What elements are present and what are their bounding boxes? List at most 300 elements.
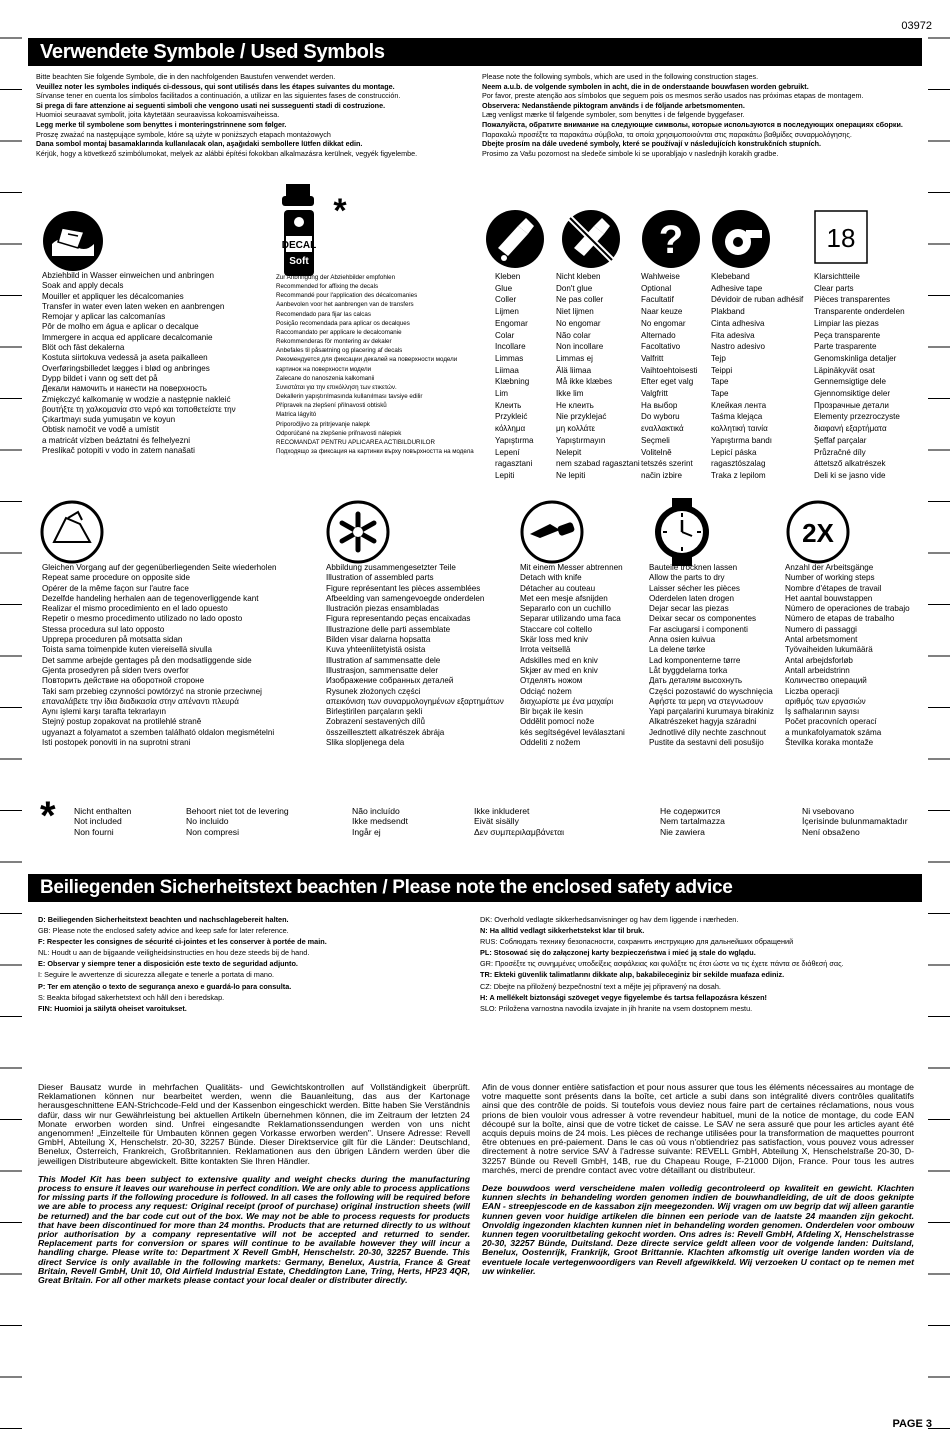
text-line: SLO: Priložena varnostna navodila izvajate in jih hranite na vsem dostopnem mestu. <box>480 1003 753 1013</box>
text-line: Nie przyklejać <box>556 412 607 422</box>
text-line: Si prega di fare attenzione ai seguenti simboli che vengono usati nei susseguenti stadi di costruzione. <box>36 100 386 110</box>
intro-right <box>482 72 922 158</box>
text-line: Antal arbejdsforløb <box>785 655 853 665</box>
text-line: a munkafolyamatok száma <box>785 727 882 737</box>
text-line: Elementy przezroczyste <box>814 412 900 422</box>
text-line: Zmiękczyć kalkomanię w wodzie a następnie nakleić <box>42 394 231 404</box>
text-line: Ne lepiti <box>556 470 586 480</box>
text-line: Obtisk namočit ve vodě a umístit <box>42 425 159 435</box>
text-line: Dana sombol montaj basamaklarında kullanılacak olan, aşağıdaki sembollere lütfen dikkat edin. <box>36 139 363 149</box>
not-included-col-1 <box>74 806 131 837</box>
text-line: Neem a.u.b. de volgende symbolen in acht, die in de onderstaande bouwfasen worden gebruikt. <box>482 81 809 91</box>
text-line: Oddeliti z nožem <box>520 738 581 748</box>
text-line: Yapıştırmayın <box>556 435 606 445</box>
text-line: nem szabad ragasztani <box>556 459 640 469</box>
no-glue-text <box>556 271 640 482</box>
text-line: Adskilles med en kniv <box>520 655 598 665</box>
text-line: Lepení <box>495 447 520 457</box>
text-line: Klarsichtteile <box>814 272 860 281</box>
text-line: Αφήστε τα μερη να στεγνωσουν <box>649 696 763 706</box>
text-line: Recommandé pour l'application des décalcomanies <box>276 292 418 300</box>
knife-text <box>520 563 648 748</box>
text-line: Efter eget valg <box>641 377 694 387</box>
text-line: κολλητική ταινία <box>711 424 768 434</box>
not-included-col-2 <box>186 806 289 837</box>
text-line: Klæbning <box>495 377 530 387</box>
text-line: Läpinäkyvät osat <box>814 365 875 375</box>
text-line: Peça transparente <box>814 330 881 340</box>
text-line: Non incollare <box>556 342 604 352</box>
text-line: Прозрачные детали <box>814 400 889 410</box>
text-line: Изображение собранных деталей <box>326 676 454 686</box>
text-line: Antal arbetsmoment <box>785 635 858 645</box>
text-line: κόλλημα <box>495 424 526 434</box>
text-line: Nicht kleben <box>556 272 601 281</box>
text-line: Détacher au couteau <box>520 583 596 593</box>
text-line: Traka z lepilom <box>711 470 766 480</box>
svg-text:Soft: Soft <box>289 256 309 267</box>
text-line: Parte trasparente <box>814 342 877 352</box>
text-line: Tape <box>711 377 729 387</box>
text-line: Låt byggdelarna torka <box>649 665 728 675</box>
text-line: Cinta adhesiva <box>711 318 765 328</box>
text-line: Number of working steps <box>785 573 875 583</box>
text-line: Recommended for affixing the decals <box>276 283 379 291</box>
glue-text <box>495 271 557 482</box>
text-line: Stessa procedura sul lato opposto <box>42 624 165 634</box>
text-line: Abziehbild in Wasser einweichen und anbringen <box>42 271 215 280</box>
text-line: διαφανή εξαρτήματα <box>814 424 887 434</box>
text-line: ragasztószalag <box>711 459 766 469</box>
text-line: Illustration of assembled parts <box>326 573 434 583</box>
text-line: Seçmeli <box>641 435 670 445</box>
text-line: Şeffaf parçalar <box>814 435 867 445</box>
text-line: Nie zawiera <box>660 826 705 837</box>
text-line: Tejp <box>711 353 726 363</box>
text-line: Må ikke klæbes <box>556 377 613 387</box>
text-line: Sírvanse tener en cuenta los símbolos facilitados a continuación, a utilizar en las siguientes fases de construcción. <box>36 91 401 101</box>
safety-banner: Beiliegenden Sicherheitstext beachten / Please note the enclosed safety advice <box>28 874 922 902</box>
assembled-icon <box>326 500 390 564</box>
text-line: Gjennomsiktige deler <box>814 389 891 399</box>
safety-left <box>38 914 478 1014</box>
text-line: Zur Anbringung der Abziehbilder empfohlen <box>276 274 396 281</box>
warranty-fr: Afin de vous donner entière satisfaction et pour nous assurer que tous les éléments nécessaires au montage de votre maquette sont présents dans la boîte, cet article a subi dans son intégralité divers contrôles qualitatifs ainsi que des contrôle de poids. Si toutefois vous deviez nous faire part de certaines réclamations, nous vous prions de bien vouloir vous adresser à votre revendeur habituel, muni de la notice de montage, du code EAN découpé sur la boîte, ainsi que de votre ticket de caisse. Le SAV ne sera assuré que pour les articles ayant été acquis depuis moins de 24 mois. Les pièces de rechange utilisées pour la transformation de maquettes pourront être obtenues en pré-paiement. Dans le cas où vous n'obtiendriez pas satisfaction, vous pouvez vous adresser directement à notre service SAV à l'adresse suivante: REVELL GmbH, Abteilung X, Henschelstraße 20-30, D-32257 Bünde ou Revell GmbH, 14B, rue du Chapeau Rouge, F-21000 Dijon, France. Pour tous les autres marchés, merci de prendre contact avec votre détaillant ou distributeur. <box>482 1082 914 1175</box>
optional-text <box>641 271 711 482</box>
text-line: επαναλάβετε την ίδια διαδικασία στην απέναντι πλευρά <box>42 696 239 706</box>
not-included-col-3 <box>352 806 408 837</box>
text-line: Limpiar las piezas <box>814 318 879 328</box>
text-line: Skjær av med en kniv <box>520 665 598 675</box>
text-line: Optional <box>641 283 672 293</box>
text-line: No incluido <box>186 816 229 827</box>
text-line: Eivät sisälly <box>474 816 519 827</box>
text-line: Älä liimaa <box>556 365 592 375</box>
dry-text <box>649 563 785 748</box>
text-line: Nelepit <box>556 447 582 457</box>
text-line: Δεν συμπεριλαμβάνεται <box>474 826 565 837</box>
text-line: No engomar <box>556 318 601 328</box>
text-line: Taki sam przebieg czynności powtórzyć na stronie przeciwnej <box>42 686 262 696</box>
decal-soft-icon <box>280 184 356 280</box>
text-line: Odciąć nożem <box>520 686 572 696</box>
text-line: Przykleić <box>495 412 528 422</box>
not-included-col-5 <box>660 806 725 837</box>
text-line: Repeat same procedure on opposite side <box>42 573 191 583</box>
text-line: Lad komponenterne tørre <box>649 655 741 665</box>
text-line: Remojar y aplicar las calcomanías <box>42 312 166 322</box>
text-line: Abbildung zusammengesetzter Teile <box>326 563 456 572</box>
text-line: Dypp bildet i vann og sett det på <box>42 373 158 383</box>
text-line: Deli ki se jasno vide <box>814 470 886 480</box>
text-line: No engomar <box>641 318 686 328</box>
text-line: Aynı işlemi karşı tarafta tekrarlayın <box>42 707 166 717</box>
text-line: Valgfritt <box>641 389 668 399</box>
text-line: ragasztani <box>495 459 533 469</box>
text-line: RECOMANDAT PENTRU APLICAREA ACTIBILDURILOR <box>276 438 435 446</box>
text-line: Kuva yhteenliitetyistä osista <box>326 645 426 655</box>
text-line: Fita adesiva <box>711 330 755 340</box>
text-line: Liimaa <box>495 365 519 375</box>
text-line: Mouiller et appliquer les décalcomanies <box>42 291 184 301</box>
decal-soft-text <box>276 273 486 456</box>
text-line: Přípravek na zlepšení přilnavosti obtisků <box>276 402 387 410</box>
text-line: Behoort niet tot de levering <box>186 806 289 816</box>
text-line: Повторить действие на оборотной стороне <box>42 676 205 686</box>
text-line: Veuillez noter les symboles indiqués ci-dessous, qui sont utilisés dans les étapes suivantes du montage. <box>36 81 395 91</box>
text-line: Gjenta prosedyren på siden tvers overfor <box>42 665 189 675</box>
text-line: tetszés szerint <box>641 459 693 469</box>
svg-text:?: ? <box>658 218 684 262</box>
repeat-text <box>42 563 324 748</box>
text-line: a matricát vízben beáztatni és felhelyezni <box>42 435 191 445</box>
text-line: Pôr de molho em água e aplicar o decalque <box>42 322 199 332</box>
text-line: Naar keuze <box>641 307 683 317</box>
text-line: GR: Προσέξτε τις συνημμένες υποδείξεις ασφάλειας και φυλάξτε τις έτσι ώστε να τις έχετε πάντα σε διάθεσή σας. <box>480 959 844 969</box>
text-line: Dejar secar las piezas <box>649 604 729 614</box>
text-line: Nicht enthalten <box>74 806 132 816</box>
document-number: 03972 <box>901 20 932 32</box>
not-included-col-6 <box>802 806 908 837</box>
text-line: Številka koraka montaže <box>785 738 874 748</box>
text-line: Taśma klejąca <box>711 412 763 422</box>
text-line: Bauteile trocknen lassen <box>649 563 738 572</box>
text-line: Figura representando peças encaixadas <box>326 614 471 624</box>
text-line: Teippi <box>711 365 733 375</box>
text-line: ugyanazt a folyamatot a szemben található oldalon megismételni <box>42 727 275 737</box>
text-line: Počet pracovních operací <box>785 717 877 727</box>
text-line: način izbire <box>641 470 682 480</box>
text-line: εναλλακτικά <box>641 424 684 434</box>
text-line: RUS: Соблюдать технику безопасности, сохранить инструкцию для дальнейших обращений <box>480 937 794 947</box>
text-line: Por favor, preste atenção aos símbolos que seguem pois os mesmos serão usados nas próximas etapas de montagem. <box>482 91 864 101</box>
text-line: Odporúčané na zlepšenie priľnavosti nálepiek <box>276 429 402 437</box>
text-line: Ni vsebovano <box>802 806 855 816</box>
text-line: Huomioi seuraavat symbolit, joita käytetään seuraavissa kokoamisvaiheissa. <box>36 110 280 120</box>
text-line: Nem tartalmazza <box>660 816 725 827</box>
text-line: Zalecane do nanoszenia kalkomanii <box>276 374 375 382</box>
text-line: Nastro adesivo <box>711 342 765 352</box>
text-line: Realizar el mismo procedimiento en el lado opuesto <box>42 604 228 614</box>
text-line: összeillesztett alkatrészek ábrája <box>326 727 445 737</box>
text-line: Matrica lágyító <box>276 411 317 419</box>
text-line: Bir bıçak ile kesin <box>520 707 583 717</box>
text-line: Pustite da sestavni deli posušijo <box>649 738 764 748</box>
text-line: İçerisinde bulunmamaktadır <box>802 816 908 827</box>
text-line: N: Ha alltid vedlagt sikkerhetstekst klar til bruk. <box>480 926 645 936</box>
text-line: F: Respecter les consignes de sécurité ci-jointes et les conserver à portée de main. <box>38 937 327 947</box>
text-line: Συνιστάται για την επικόλληση των ετικετών. <box>276 383 397 391</box>
text-line: Клейкая лента <box>711 400 767 410</box>
clear-parts-icon <box>814 210 868 264</box>
text-line: Kleben <box>495 272 521 281</box>
text-line: Części pozostawić do wyschnięcia <box>649 686 773 696</box>
text-line: Isti postopek ponoviti in na suprotni strani <box>42 738 191 748</box>
text-line: Prosimo za Vašu pozornost na sledeče simbole ki se uporabljajo v naslednjih korakih gradbe. <box>482 148 779 158</box>
text-line: Glue <box>495 283 513 293</box>
text-line: Separarlo con un cuchillo <box>520 604 611 614</box>
text-line: αριθμός των εργασιών <box>785 696 866 706</box>
text-line: Opérer de la même façon sur l'autre face <box>42 583 189 593</box>
text-line: Proszę zważać na następujące symbole, które są użyte w poniższych etapach montażowych <box>36 129 331 139</box>
text-line: Overføringsbilledet lægges i blød og anbringes <box>42 363 210 373</box>
glue-icon <box>484 208 546 270</box>
text-line: Limmas ej <box>556 353 593 363</box>
text-line: PL: Stosować się do załączonej karty bezpieczeństwa i mieć ją stale do wglądu. <box>480 948 756 958</box>
text-line: Yapi parçalarini kurumaya birakiniz <box>649 707 774 717</box>
warranty-de: Dieser Bausatz wurde in mehrfachen Qualitäts- und Gewichtskontrollen auf Vollständigkeit überprüft. Reklamationen können nur bearbeitet werden, wenn die Bauanleitung, das aus der Kartonage herausgeschnittene EAN-Strichcode-Feld und der Kassenbon eingeschickt werden. Bitte haben Sie Verständnis dafür, dass wir nur Gewährleistung bei aktuellen Artikeln übernehmen können, die im Zeitraum der letzten 24 Monate erworben worden sind. Unfrei eingesandte Reklamationssendungen werden von uns nicht angenommen! „Einzelteile für Umbauten können gegen Vorkasse erworben werden". Unsere Adresse: Revell GmbH, Abteilung X, Henschelstr. 20-30, 32257 Bünde. Dieser Direktservice gilt für die Länder: Deutschland, Benelux, Österreich, Frankreich, Großbritannien. Reklamationen aus den übrigen Ländern werden über die jeweiligen Distributeure abgewickelt. Bitte kontakten Sie Ihren Händler. <box>38 1082 470 1166</box>
text-line: Toista sama toimenpide kuten viereisellä sivulla <box>42 645 213 655</box>
text-line: Allow the parts to dry <box>649 573 725 583</box>
text-line: Lijmen <box>495 307 519 317</box>
text-line: Jednotlivé díly nechte zaschnout <box>649 727 766 737</box>
text-line: Número de etapas de trabalho <box>785 614 895 624</box>
text-line: Genomskinliga detaljer <box>814 353 897 363</box>
text-line: Please note the following symbols, which are used in the following construction stages. <box>482 72 759 81</box>
text-line: Aanbevolen voor het aanbrengen van de transfers <box>276 301 414 309</box>
text-line: FIN: Huomioi ja säilytä oheiset varoitukset. <box>38 1003 187 1013</box>
count-text <box>785 563 925 748</box>
text-line: İş safhalarının sayısı <box>785 707 860 717</box>
text-line: Niet lijmen <box>556 307 594 317</box>
text-line: Подходящо за фиксация на картинки върху повърхността на модела <box>276 447 474 455</box>
text-line: Liczba operacji <box>785 686 839 696</box>
text-line: Kostuta siirtokuva vedessä ja aseta paikalleen <box>42 353 208 363</box>
text-line: Bitte beachten Sie folgende Symbole, die in den nachfolgenden Baustufen verwendet werden. <box>36 72 336 81</box>
text-line: Mit einem Messer abtrennen <box>520 563 623 572</box>
text-line: Non fourni <box>74 826 114 837</box>
text-line: I: Seguire le avvertenze di sicurezza allegate e tenerle a portata di mano. <box>38 970 275 980</box>
text-line: Engomar <box>495 318 528 328</box>
text-line: Transparente onderdelen <box>814 307 905 317</box>
text-line: áttetsző alkatrészek <box>814 459 886 469</box>
warranty-right <box>482 1083 914 1285</box>
text-line: Anna osien kuivua <box>649 635 716 645</box>
text-line: Не клеить <box>556 400 594 410</box>
text-line: Декали намочить и нанести на поверхность <box>42 384 207 394</box>
intro-left <box>36 72 476 158</box>
text-line: Afbeelding van samengevoegde onderdelen <box>326 593 485 603</box>
text-line: Blöt och fäst dekalerna <box>42 343 125 353</box>
text-line: Lepiti <box>495 470 515 480</box>
text-line: Dévidoir de ruban adhésif <box>711 295 804 305</box>
text-line: Рекомендуется для фиксации декалей на поверхности модели <box>276 356 458 364</box>
text-line: Дать деталям высохнуть <box>649 676 743 686</box>
svg-text:*: * <box>333 192 347 230</box>
text-line: Repetir o mesmo procedimento utilizado no lado oposto <box>42 614 243 624</box>
text-line: Työvaiheiden lukumäärä <box>785 645 873 655</box>
text-line: Dezelfde handeling herhalen aan de tegenoverliggende kant <box>42 593 259 603</box>
text-line: Pièces transparentes <box>814 295 891 305</box>
text-line: Пожалуйста, обратите внимание на следующие символы, которые используются в последующих операциях сборки. <box>482 119 903 129</box>
text-line: Yapıştırma bandı <box>711 435 773 445</box>
text-line: Not included <box>74 816 122 827</box>
text-line: Ikke inkluderet <box>474 806 530 816</box>
text-line: Det samme arbejde gentages på den modsatliggende side <box>42 655 252 665</box>
text-line: DK: Overhold vedlagte sikkerhedsanvisninger og hav dem liggende i nærheden. <box>480 915 739 924</box>
assembled-text <box>326 563 518 748</box>
text-line: Zobrazení sestavených dílů <box>326 717 425 727</box>
text-line: Far asciugarsi i componenti <box>649 624 748 634</box>
text-line: Количество операций <box>785 676 867 686</box>
text-line: Do wyboru <box>641 412 680 422</box>
text-line: μη κολλάτε <box>556 424 596 434</box>
text-line: Soak and apply decals <box>42 281 124 291</box>
safety-right <box>480 914 924 1014</box>
text-line: Priporočljivo za pritrjevanje nalepk <box>276 420 370 428</box>
text-line: Não colar <box>556 330 591 340</box>
warranty-left <box>38 1083 470 1294</box>
text-line: Immergere in acqua ed applicare decalcomanie <box>42 332 213 342</box>
text-line: Non compresi <box>186 826 240 837</box>
text-line: GB: Please note the enclosed safety advice and keep safe for later reference. <box>38 926 289 936</box>
text-line: Volitelně <box>641 447 672 457</box>
text-line: Illustrasjon, sammensatte deler <box>326 665 439 675</box>
text-line: Número de operaciones de trabajo <box>785 604 910 614</box>
text-line: Birleştirilen parçaların şekli <box>326 707 423 717</box>
tape-text <box>711 271 811 482</box>
text-line: Irrota veitsellä <box>520 645 571 655</box>
text-line: E: Observar y siempre tener a disposición este texto de seguridad adjunto. <box>38 959 298 969</box>
no-glue-icon <box>560 208 622 270</box>
text-line: Wahlweise <box>641 272 680 281</box>
page-number: PAGE 3 <box>892 1418 932 1430</box>
text-line: Yapıştırma <box>495 435 534 445</box>
text-line: Ilustración piezas ensambladas <box>326 604 439 614</box>
text-line: Coller <box>495 295 517 305</box>
text-line: Het aantal bouwstappen <box>785 593 873 603</box>
text-line: Ne pas coller <box>556 295 604 305</box>
text-line: Limmas <box>495 353 524 363</box>
text-line: Oderdelen laten drogen <box>649 593 735 603</box>
text-line: Çıkartmayı suda yumuşatın ve koyun <box>42 415 176 425</box>
text-line: Ikke medsendt <box>352 816 408 827</box>
text-line: Antall arbeidstrinn <box>785 665 850 675</box>
text-line: Facoltativo <box>641 342 681 352</box>
text-line: Παρακαλώ προσέξτε τα παρακάτω σύμβολα, τα οποία χρησιμοποιούνται στις παρακάτω βαθμίδες συναρμολόγησης. <box>482 129 852 139</box>
text-line: απεικόνιση των συναρμολογημένων εξαρτημάτων <box>326 696 504 706</box>
text-line: Dbejte prosím na dále uvedené symboly, které se používají v následujících konstrukčních stupních. <box>482 139 821 149</box>
text-line: H: A mellékelt biztonsági szöveget vegye figyelembe és tartsa fellapozásra készen! <box>480 992 767 1002</box>
warranty-en: This Model Kit has been subject to extensive quality and weight checks during the manufacturing process to ensure it leaves our warehouse in perfect condition. We are only able to process applications for missing parts if the following procedure is followed. In all cases the following will be required before we are able to process any request: Original receipt (proof of purchase) original instruction sheets (will be returned) and the bar code cut out of the box. We may not be able to process requests for products that have been discontinued for more than 24 months. Products that are returned directly to us without prior authorisation by a company representative will not be accepted and returned to sender. Replacement parts for conversion or spares will continue to be available however they will incur a handling charge. Please write to: Department X Revell GmbH, Henschelstr. 20-30, 32257 Buende. This direct Service is only available in the following markets: Germany, Benelux, Austria, France & Great Britain, Revell GmbH, Unit 10, Old Airfield Industrial Estate, Cheddington Lane, Tring, Herts, HP23 4QR, Great Britain. For all other markets please contact your local dealer or distributer directly. <box>38 1173 470 1286</box>
text-line: βουτήξτε τη χαλκομανία στο νερό και τοποθετείστε την <box>42 404 236 414</box>
decal-soft-label: DECAL <box>281 240 317 251</box>
text-line: На выбор <box>641 400 678 410</box>
text-line: Není obsaženo <box>802 826 860 837</box>
svg-text:18: 18 <box>826 223 856 253</box>
text-line: Oddělit pomocí nože <box>520 717 595 727</box>
text-line: Tape <box>711 389 729 399</box>
text-line: Gennemsigtige dele <box>814 377 886 387</box>
text-line: Klebeband <box>711 272 750 281</box>
clock-icon <box>648 498 716 566</box>
knife-icon <box>520 500 584 564</box>
text-line: Preslikač potopiti v vodo in zatem nanašati <box>42 446 195 456</box>
text-line: CZ: Dbejte na přiložený bezpečnostní text a mějte jej připravený na dosah. <box>480 981 721 991</box>
text-line: Illustration af sammensatte dele <box>326 655 441 665</box>
text-line: D: Beiliegenden Sicherheitstext beachten und nachschlagebereit halten. <box>38 915 289 924</box>
text-line: Legg merke til symbolene som benyttes i monteringstrinnene som følger. <box>36 119 287 129</box>
text-line: Nombre d'étapes de travail <box>785 583 882 593</box>
text-line: Læg venligst mærke til følgende symboler, som benyttes i de følgende byggefaser. <box>482 110 745 120</box>
repeat-icon <box>40 500 104 564</box>
text-line: Detach with knife <box>520 573 582 583</box>
text-line: La delene tørke <box>649 645 706 655</box>
text-line: Valfritt <box>641 353 664 363</box>
text-line: Alternado <box>641 330 676 340</box>
text-line: Rekommenderas för montering av dekaler <box>276 338 392 346</box>
text-line: Průzračné díly <box>814 447 866 457</box>
text-line: Anzahl der Arbeitsgänge <box>785 563 874 572</box>
symbols-banner: Verwendete Symbole / Used Symbols <box>28 38 922 66</box>
text-line: Plakband <box>711 307 745 317</box>
text-line: Don't glue <box>556 283 593 293</box>
warranty-nl: Deze bouwdoos werd verscheidene malen volledig gecontroleerd op kwaliteit en gewicht. Klachten kunnen slechts in behandeling worden genomen indien de bouwhandleiding, de uit de doos geknipte EAN - streepjescode en de kassabon zijn meegezonden. Wij vragen om uw begrip dat wij alleen garantie kunnen geven voor huidige artikelen die binnen een periode van de laatste 24 maanden zijn gekocht. Onvoldig ingezonden klachten kunnen niet in behandeling worden genomen. Onderdelen voor ombouw kunnen tegen vooruitbetaling gekocht worden. Ons adres is: Revell GmbH, Afdeling X, Henschelstrasse 20-30, 32257 Bünde, Duitsland. Deze directe service geldt alleen voor de volgende landen: Duitsland, Benelux, Oostenrijk, Frankrijk, Groot Brittannie. Klachten afkomstig uit overige landen worden via de eventuele locale vertegenwoordigers van Revell afgewikkeld. Wij verzoeken U contact op te nemen met uw winkelier. <box>482 1183 914 1276</box>
text-line: Raccomandato per applicare le decalcomanie <box>276 328 402 336</box>
text-line: NL: Houdt u aan de bijgaande veiligheidsinstructies en hou deze steeds bij de hand. <box>38 948 310 958</box>
text-line: Observera: Nedanstående piktogram används i de följande arbetsmomenten. <box>482 100 745 110</box>
text-line: Lepicí páska <box>711 447 757 457</box>
text-line: Laisser sécher les pièces <box>649 583 740 593</box>
text-line: Facultatif <box>641 295 674 305</box>
text-line: Upprepa proceduren på motsatta sidan <box>42 635 183 645</box>
text-line: Kérjük, hogy a következő szimbólumokat, melyek az alábbi építési fokokban alkalmazásra kerülnek, vegyék figyelembe. <box>36 148 418 158</box>
text-line: TR: Ekteki güvenlik talimatlarını dikkate alıp, bakabileceginiz bir sekilde muafaza ediniz. <box>480 970 785 980</box>
text-line: Gleichen Vorgang auf der gegenüberliegenden Seite wiederholen <box>42 563 277 572</box>
text-line: Lim <box>495 389 509 399</box>
text-line: Dekallerin yapıştırılmasında kullanılması tavsiye edilir <box>276 393 423 401</box>
text-line: Skär loss med kniv <box>520 635 588 645</box>
text-line: Adhesive tape <box>711 283 763 293</box>
text-line: Clear parts <box>814 283 854 293</box>
text-line: Slika slopljenega dela <box>326 738 405 748</box>
text-line: Não incluído <box>352 806 400 816</box>
text-line: Deixar secar os componentes <box>649 614 757 624</box>
not-included-col-4 <box>474 806 564 837</box>
text-line: Клеить <box>495 400 522 410</box>
decal-water-text <box>42 271 272 456</box>
text-line: Ingår ej <box>352 826 381 837</box>
clear-text <box>814 271 922 482</box>
text-line: Stejný postup zopakovat na protilehlé straně <box>42 717 202 727</box>
text-line: Отделять ножом <box>520 676 583 686</box>
text-line: Vaihtoehtoisesti <box>641 365 698 375</box>
text-line: Illustrazione delle parti assemblate <box>326 624 451 634</box>
question-icon <box>640 208 702 270</box>
text-line: Separar utilizando uma faca <box>520 614 621 624</box>
decal-water-icon <box>40 208 106 274</box>
text-line: διαχωρίστε με ένα μαχαίρι <box>520 696 614 706</box>
